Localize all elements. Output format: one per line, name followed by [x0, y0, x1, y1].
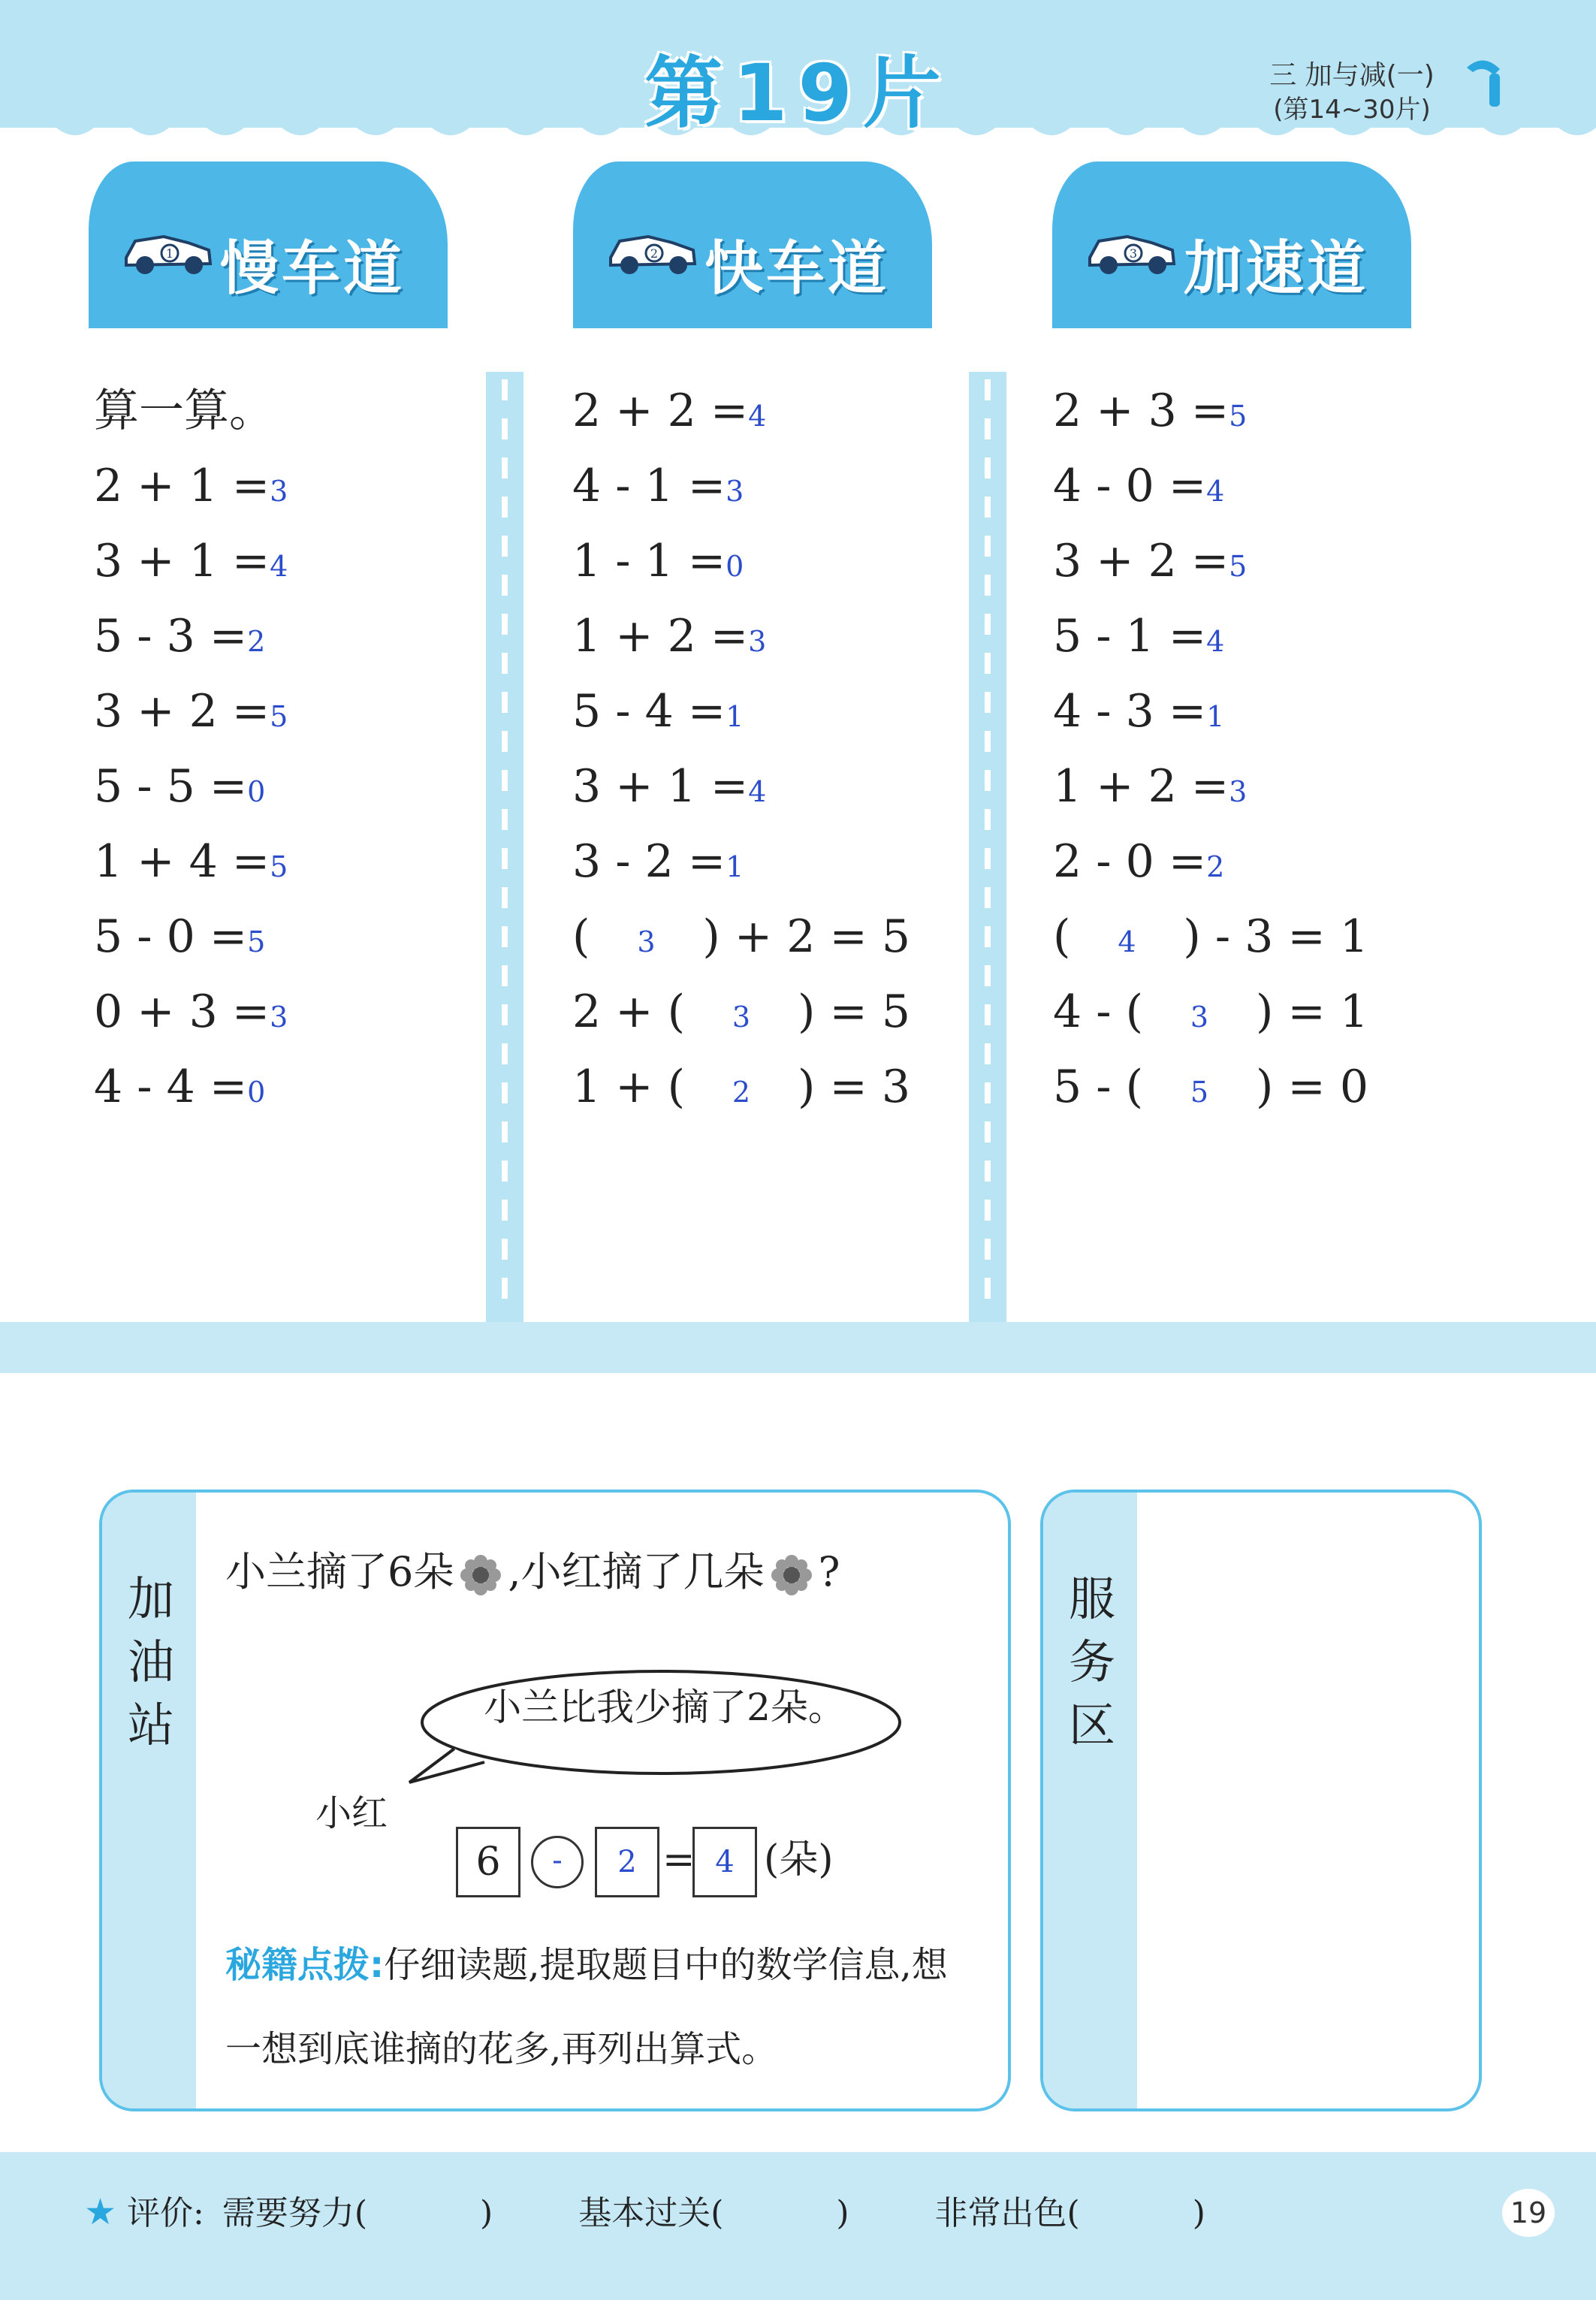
answer: 5 [1229, 400, 1248, 433]
equation-row: 5 - 1 =4 [1053, 610, 1225, 663]
rating-option: 非常出色( [934, 2194, 1080, 2232]
race-car-icon [119, 220, 216, 280]
equation-row: 5 - 0 =5 [94, 910, 266, 963]
svg-text:1: 1 [165, 246, 174, 261]
unit-range: (第14~30片) [1273, 95, 1431, 125]
answer: 3 [1190, 1001, 1209, 1034]
answer: 3 [270, 475, 288, 508]
lane-intro: 算一算。 [94, 385, 274, 437]
page-title: 第19片 [644, 47, 952, 139]
equation-box-b: 2 [595, 1827, 659, 1897]
speaker-label: 小红 [315, 1792, 388, 1834]
tip-paragraph [225, 1923, 976, 2091]
rating-option: 需要努力( [222, 2194, 368, 2232]
equation-row: 2 + 2 =4 [572, 385, 767, 437]
fuel-nozzle-icon [1461, 53, 1506, 113]
service-label: 服务区 [1068, 1571, 1115, 1752]
fast-lane-column [572, 373, 910, 1124]
rating-row: ★ 评价: 需要努力( ) 基本过关( ) 非常出色( ) [84, 2191, 1205, 2233]
unit-label: (朵) [764, 1837, 834, 1882]
equation-row: 5 - 4 =1 [572, 685, 744, 738]
rating-option: 基本过关( [578, 2194, 724, 2232]
lane-name-slow: 慢车道 [220, 235, 406, 303]
accel-lane-column [1053, 373, 1368, 1124]
equation-row: 3 + 1 =4 [572, 760, 767, 813]
answer: 5 [1190, 1076, 1209, 1109]
answer: 5 [247, 925, 266, 958]
sunflower-icon [765, 1548, 819, 1602]
answer: 4 [1206, 475, 1225, 508]
bubble-text: 小兰比我少摘了2朵。 [484, 1686, 846, 1729]
answer: 1 [726, 850, 744, 883]
equation-row: 2 - 0 =2 [1053, 835, 1225, 888]
equation-row: 0 + 3 =3 [94, 985, 288, 1038]
answer: 3 [726, 475, 744, 508]
star-icon: ★ [84, 2191, 117, 2233]
equation-row: 2 + 3 =5 [1053, 385, 1248, 437]
equation-row: 1 + 2 =3 [1053, 760, 1248, 813]
answer: 3 [637, 925, 656, 958]
slow-lane-column [94, 373, 288, 1124]
tip-text: 仔细读题,提取题目中的数学信息,想一想到底谁摘的花多,再列出算式。 [225, 1944, 948, 2070]
page-number: 19 [1502, 2189, 1555, 2237]
word-problem: 小兰摘了6朵 ,小红摘了几朵 ? [225, 1540, 840, 1602]
lane-divider [486, 372, 523, 1322]
lane-divider [969, 372, 1006, 1322]
answer: 2 [1206, 850, 1225, 883]
answer: 1 [726, 700, 744, 733]
blank-equation-row: ( 3 ) + 2 = 5 [572, 899, 910, 974]
answer: 0 [726, 550, 744, 583]
equation-row: 1 + 2 =3 [572, 610, 767, 663]
answer: 4 [270, 550, 288, 583]
race-car-icon [1082, 220, 1180, 280]
lane-name-fast: 快车道 [704, 235, 890, 303]
station-label: 加油站 [127, 1571, 174, 1752]
equation-row: 3 + 2 =5 [1053, 535, 1248, 587]
answer: 3 [270, 1001, 288, 1034]
equation-row: 1 - 1 =0 [572, 535, 744, 587]
equation-row: 5 - 5 =0 [94, 760, 266, 813]
equation-row: 1 + 4 =5 [94, 835, 288, 888]
answer: 5 [270, 850, 288, 883]
unit-label: 三 加与减(一) [1269, 60, 1435, 91]
lane-name-accel: 加速道 [1184, 235, 1369, 303]
equation-row: 4 - 0 =4 [1053, 460, 1225, 512]
lane-tab-accel [1052, 161, 1411, 328]
answer: 4 [1206, 625, 1225, 658]
blank-equation-row: 1 + ( 2 ) = 3 [572, 1049, 910, 1124]
lane-tab-fast [573, 161, 932, 328]
svg-text:2: 2 [650, 246, 659, 261]
answer: 0 [247, 775, 266, 808]
equation-box-a: 6 [456, 1827, 520, 1897]
blank-equation-row: 2 + ( 3 ) = 5 [572, 974, 910, 1049]
answer: 2 [732, 1076, 751, 1109]
rating-label: 评价: [127, 2194, 204, 2232]
answer: 3 [732, 1001, 751, 1034]
equation-row: 4 - 1 =3 [572, 460, 744, 512]
service-area-box [1040, 1490, 1482, 2111]
answer: 0 [247, 1076, 266, 1109]
equation-row: 3 + 2 =5 [94, 685, 288, 738]
blank-equation-row: 5 - ( 5 ) = 0 [1053, 1049, 1368, 1124]
answer: 2 [247, 625, 266, 658]
equation-box-result: 4 [692, 1827, 757, 1897]
answer: 1 [1206, 700, 1225, 733]
blank-equation-row: 4 - ( 3 ) = 1 [1053, 974, 1368, 1049]
blank-equation-row: ( 4 ) - 3 = 1 [1053, 899, 1368, 974]
answer: 5 [1229, 550, 1248, 583]
answer: 4 [1118, 925, 1136, 958]
answer: 5 [270, 700, 288, 733]
equation-row: 2 + 1 =3 [94, 460, 288, 512]
answer: 4 [748, 400, 767, 433]
equation-row: 5 - 3 =2 [94, 610, 266, 663]
answer: 3 [748, 625, 767, 658]
svg-text:3: 3 [1129, 246, 1138, 261]
race-car-icon [603, 220, 701, 280]
equals-sign: = [662, 1837, 695, 1882]
lane-tab-slow [89, 161, 448, 328]
answer: 3 [1229, 775, 1248, 808]
operator-circle: - [531, 1836, 584, 1888]
equation-row: 3 + 1 =4 [94, 535, 288, 587]
equation-row: 4 - 3 =1 [1053, 685, 1225, 738]
equation-row: 4 - 4 =0 [94, 1061, 266, 1113]
tip-title: 秘籍点拨: [225, 1944, 385, 1986]
middle-band [0, 1322, 1596, 1373]
answer: 4 [748, 775, 767, 808]
equation-row: 3 - 2 =1 [572, 835, 744, 888]
sunflower-icon [454, 1548, 508, 1602]
